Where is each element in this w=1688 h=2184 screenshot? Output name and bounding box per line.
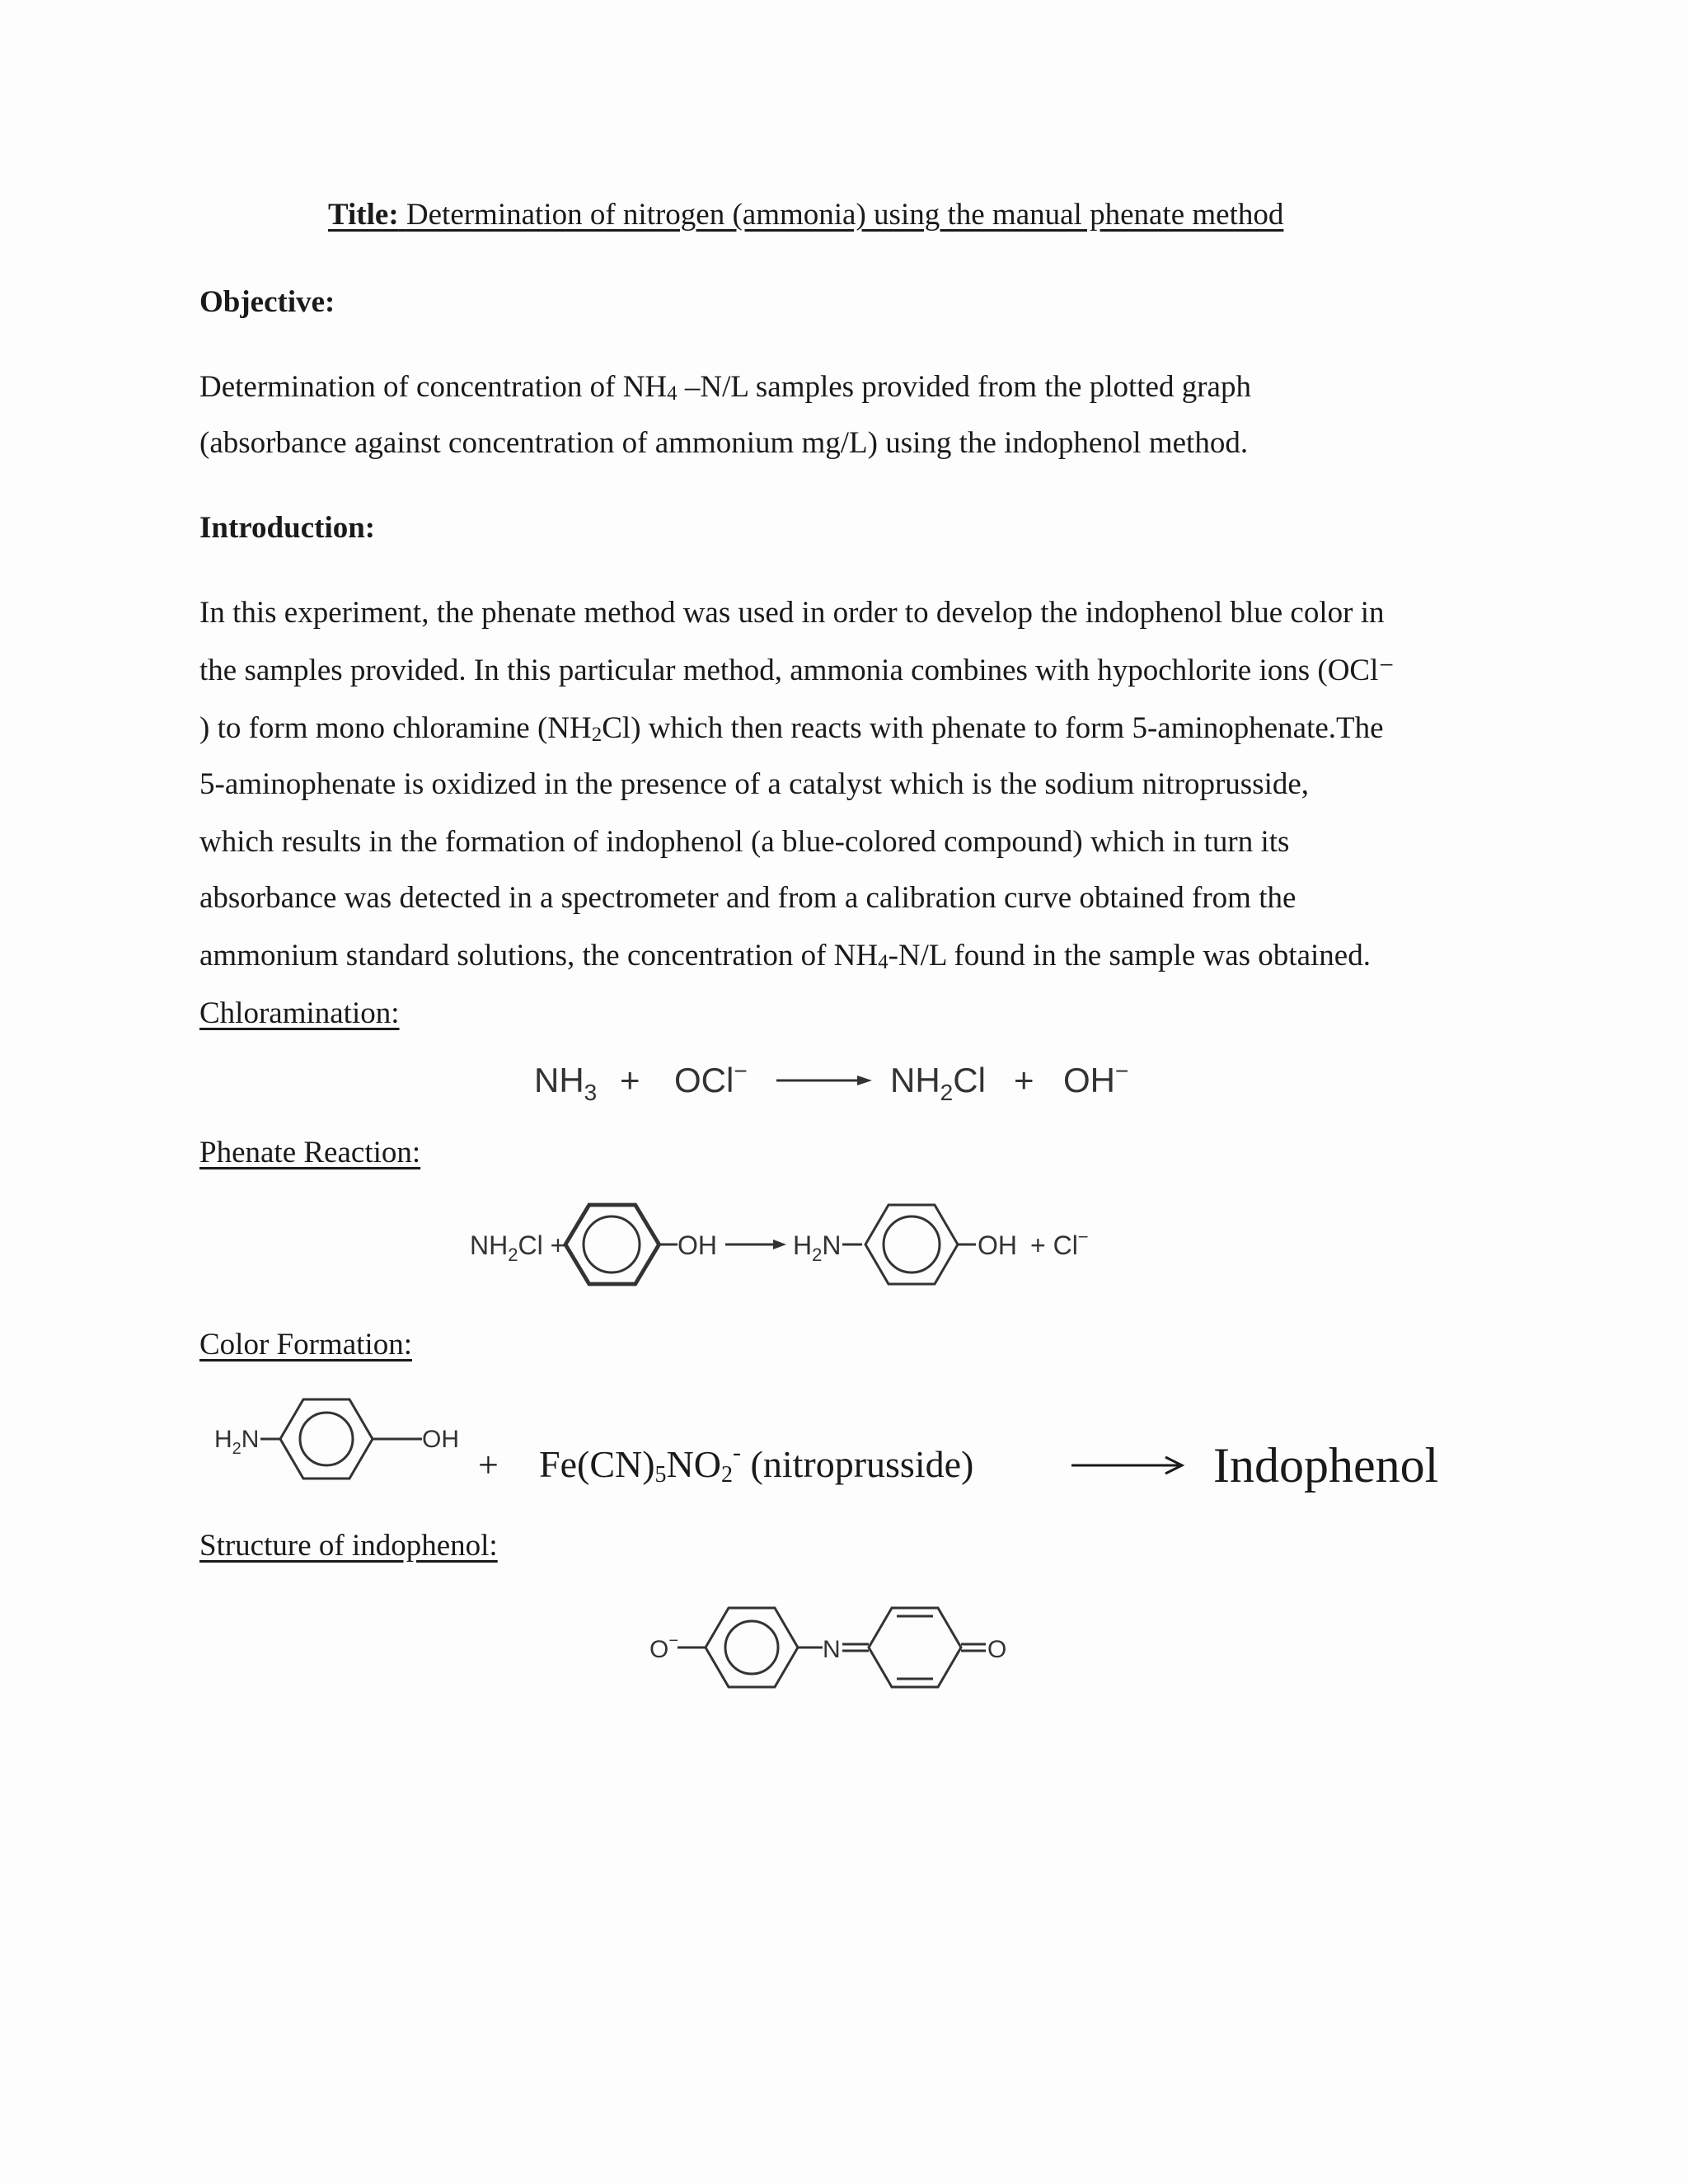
benzene-ring-aminophenol	[865, 1205, 958, 1284]
svg-text:+: +	[1014, 1061, 1034, 1099]
svg-text:OH−: OH−	[1063, 1058, 1129, 1099]
intro-line-4: 5-aminophenate is oxidized in the presence of a catalyst which is the sodium nitroprusside,	[199, 767, 1310, 801]
page-title	[328, 199, 1283, 230]
svg-text:OH: OH	[422, 1426, 459, 1453]
title-text: Determination of nitrogen (ammonia) using the manual phenate method	[406, 198, 1284, 232]
svg-text:O: O	[987, 1636, 1007, 1663]
objective-line-1: Determination of concentration of $NH_4$ –N/L samples provided from the plotted graph	[199, 370, 1251, 405]
intro-line-5: which results in the formation of indophenol (a blue-colored compound) which in turn its	[199, 825, 1290, 859]
svg-text:H2N: $H_2N$	[793, 1230, 842, 1265]
introduction-heading: Introduction:	[199, 511, 376, 545]
indophenol-structure-heading: Structure of indophenol:	[199, 1529, 498, 1563]
svg-text:O−: O−	[649, 1632, 679, 1663]
benzene-ring-phenol	[565, 1205, 659, 1284]
title-label: Title:	[328, 198, 399, 232]
intro-line-3: ) to form mono chloramine $(NH_2Cl)$ which then reacts with phenate to form 5-aminophenate.The	[199, 711, 1384, 746]
benzene-ring-aminophenol	[280, 1399, 373, 1479]
svg-text:OH: OH	[678, 1230, 717, 1260]
svg-text:NH2Cl: $NH_2Cl$	[890, 1061, 986, 1105]
color-formation-heading: Color Formation:	[199, 1328, 412, 1361]
svg-text:Indophenol: Indophenol	[1213, 1438, 1439, 1493]
svg-text:OH: OH	[978, 1230, 1017, 1260]
intro-line-2: the samples provided. In this particular method, ammonia combines with hypochlorite ions (OCl⁻	[199, 654, 1395, 687]
svg-text:+: +	[478, 1445, 499, 1485]
phenate-heading: Phenate Reaction:	[199, 1136, 421, 1169]
svg-text:H2N: $H_2N$	[214, 1426, 260, 1458]
svg-text:+: +	[620, 1061, 640, 1099]
svg-text:OCl−: OCl−	[674, 1058, 748, 1099]
intro-line-6: absorbance was detected in a spectrometer and from a calibration curve obtained from the	[199, 881, 1296, 915]
objective-line-2: (absorbance against concentration of ammonium mg/L) using the indophenol method.	[199, 426, 1249, 460]
svg-text:N: N	[823, 1636, 841, 1663]
svg-text:+ Cl−: + Cl−	[1030, 1226, 1089, 1260]
intro-line-7: ammonium standard solutions, the concentration of $NH_4-N/L$ found in the sample was obtained.	[199, 939, 1371, 973]
quinone-ring	[869, 1608, 961, 1687]
indophenol-structure	[643, 1578, 1071, 1710]
svg-text:Fe(CN)5NO2- (nitroprusside): Fe(CN)5NO2- (nitroprusside)	[539, 1439, 974, 1488]
svg-text:NH3: $NH_3$	[534, 1061, 598, 1105]
chloramination-equation	[511, 1051, 1170, 1117]
chloramination-heading: Chloramination:	[199, 996, 400, 1030]
benzene-ring	[706, 1608, 798, 1687]
objective-heading: Objective:	[199, 285, 335, 319]
intro-line-1: In this experiment, the phenate method was used in order to develop the indophenol blue color in	[199, 596, 1385, 630]
color-formation-equation	[206, 1378, 1492, 1502]
svg-text:NH2Cl +: $NH_2Cl$ +	[470, 1230, 566, 1265]
phenate-equation	[462, 1187, 1236, 1302]
